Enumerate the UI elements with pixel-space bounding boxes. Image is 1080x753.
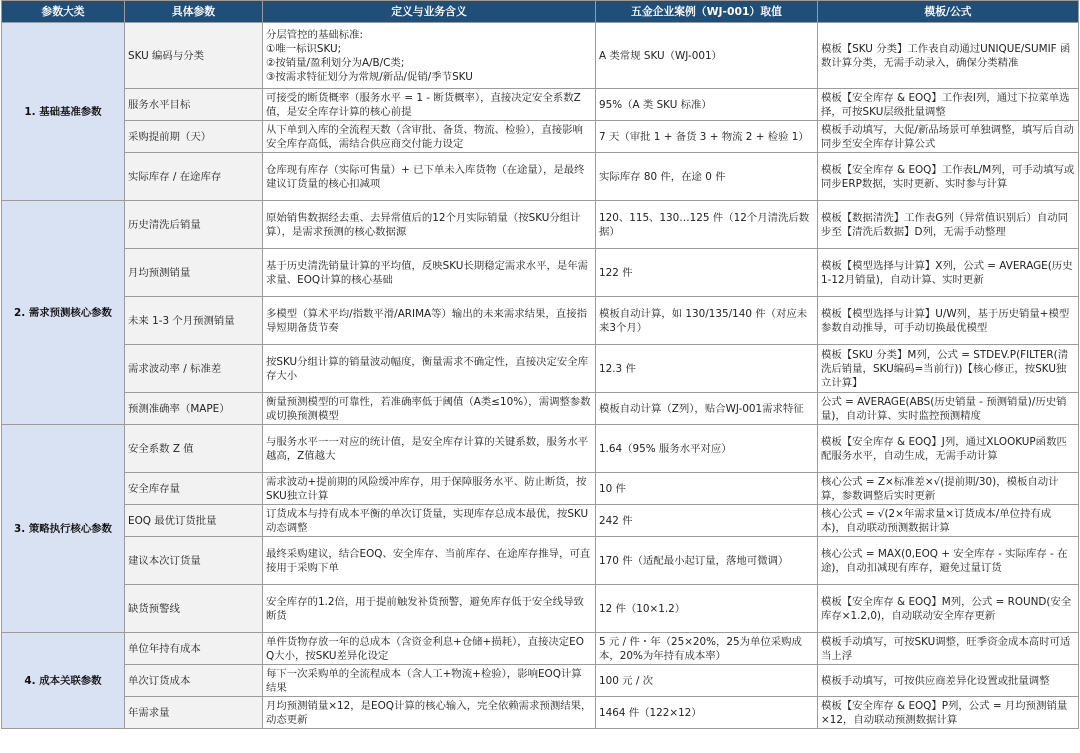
case-value-cell: 12 件（10×1.2）: [596, 585, 818, 633]
header-category: 参数大类: [2, 1, 125, 23]
case-value-cell: 实际库存 80 件，在途 0 件: [596, 153, 818, 201]
definition-line: ③按需求特征划分为常规/新品/促销/季节SKU: [266, 70, 473, 83]
parameter-cell: 安全系数 Z 值: [125, 425, 263, 473]
table-header-row: [2, 1, 1079, 23]
parameter-cell: 年需求量: [125, 697, 263, 729]
formula-cell: 模板【安全库存 & EOQ】工作表L/M列，可手动填写或同步ERP数据，实时更新、实时参与计算: [818, 153, 1079, 201]
definition-cell: 基于历史清洗销量计算的平均值，反映SKU长期稳定需求水平，是年需求量、EOQ计算的核心基础: [263, 249, 596, 297]
category-cell: 4. 成本关联参数: [2, 633, 125, 729]
formula-cell: 模板【模型选择与计算】U/W列，基于历史销量+模型参数自动推导，可手动切换最优模型: [818, 297, 1079, 345]
category-cell: 2. 需求预测核心参数: [2, 201, 125, 425]
parameter-cell: 历史清洗后销量: [125, 201, 263, 249]
parameter-cell: 安全库存量: [125, 473, 263, 505]
case-value-cell: 7 天（审批 1 + 备货 3 + 物流 2 + 检验 1）: [596, 121, 818, 153]
formula-cell: 模板手动填写，大促/新品场景可单独调整，填写后自动同步至安全库存计算公式: [818, 121, 1079, 153]
table-row: [2, 89, 1079, 121]
parameter-cell: 实际库存 / 在途库存: [125, 153, 263, 201]
case-value-cell: 1464 件（122×12）: [596, 697, 818, 729]
parameter-cell: 缺货预警线: [125, 585, 263, 633]
case-value-cell: 1.64（95% 服务水平对应）: [596, 425, 818, 473]
parameter-cell: 单位年持有成本: [125, 633, 263, 665]
case-value-cell: A 类常规 SKU（WJ-001）: [596, 23, 818, 89]
case-value-cell: 模板自动计算，如 130/135/140 件（对应未来3个月）: [596, 297, 818, 345]
table-row: [2, 697, 1079, 729]
case-value-cell: 120、115、130…125 件（12个月清洗后数据）: [596, 201, 818, 249]
definition-cell: 衡量预测模型的可靠性，若准确率低于阈值（A类≤10%），需调整参数或切换预测模型: [263, 393, 596, 425]
table-row: [2, 297, 1079, 345]
formula-cell: 公式 = AVERAGE(ABS(历史销量 - 预测销量)/历史销量)，自动计算、实时监控预测精度: [818, 393, 1079, 425]
table-row: [2, 23, 1079, 89]
category-cell: 3. 策略执行核心参数: [2, 425, 125, 633]
case-value-cell: 122 件: [596, 249, 818, 297]
parameter-cell: 单次订货成本: [125, 665, 263, 697]
case-value-cell: 100 元 / 次: [596, 665, 818, 697]
table-row: [2, 633, 1079, 665]
parameter-cell: 建议本次订货量: [125, 537, 263, 585]
case-value-cell: 170 件（适配最小起订量，落地可微调）: [596, 537, 818, 585]
parameter-table: [1, 0, 1079, 729]
formula-cell: 模板【安全库存 & EOQ】P列，公式 = 月均预测销量×12，自动联动预测数据计算: [818, 697, 1079, 729]
formula-cell: 核心公式 = Z×标准差×√(提前期/30)，模板自动计算，参数调整后实时更新: [818, 473, 1079, 505]
definition-cell: 可接受的断货概率（服务水平 = 1 - 断货概率），直接决定安全系数Z值，是安全库存计算的核心前提: [263, 89, 596, 121]
parameter-cell: 预测准确率（MAPE）: [125, 393, 263, 425]
header-definition: 定义与业务含义: [263, 1, 596, 23]
table-row: [2, 393, 1079, 425]
case-value-cell: 12.3 件: [596, 345, 818, 393]
parameter-cell: 未来 1-3 个月预测销量: [125, 297, 263, 345]
formula-cell: 模板手动填写，可按SKU调整，旺季资金成本高时可适当上浮: [818, 633, 1079, 665]
definition-line: ②按销量/盈利划分为A/B/C类;: [266, 56, 405, 69]
category-cell: 1. 基础基准参数: [2, 23, 125, 201]
formula-cell: 模板【安全库存 & EOQ】M列，公式 = ROUND(安全库存×1.2,0)，自动联动安全库存更新: [818, 585, 1079, 633]
formula-cell: 模板【SKU 分类】工作表自动通过UNIQUE/SUMIF 函数计算分类，无需手动录入，确保分类精准: [818, 23, 1079, 89]
table-row: [2, 425, 1079, 473]
definition-cell: 多模型（算术平均/指数平滑/ARIMA等）输出的未来需求结果，直接指导短期备货节奏: [263, 297, 596, 345]
definition-cell: 按SKU分组计算的销量波动幅度，衡量需求不确定性，直接决定安全库存大小: [263, 345, 596, 393]
definition-cell: 单件货物存放一年的总成本（含资金利息+仓储+损耗），直接决定EOQ大小，按SKU差异化设定: [263, 633, 596, 665]
table-row: [2, 505, 1079, 537]
definition-cell: 仓库现有库存（实际可售量）+ 已下单未入库货物（在途量），是最终建议订货量的核心扣减项: [263, 153, 596, 201]
definition-cell: 与服务水平一一对应的统计值，是安全库存计算的关键系数，服务水平越高，Z值越大: [263, 425, 596, 473]
table-row: [2, 537, 1079, 585]
formula-cell: 模板手动填写，可按供应商差异化设置或批量调整: [818, 665, 1079, 697]
table-row: [2, 121, 1079, 153]
definition-cell: 最终采购建议，结合EOQ、安全库存、当前库存、在途库存推导，可直接用于采购下单: [263, 537, 596, 585]
parameter-cell: EOQ 最优订货批量: [125, 505, 263, 537]
table-row: [2, 153, 1079, 201]
parameter-cell: 月均预测销量: [125, 249, 263, 297]
formula-cell: 核心公式 = MAX(0,EOQ + 安全库存 - 实际库存 - 在途)，自动扣减现有库存，避免过量订货: [818, 537, 1079, 585]
formula-cell: 模板【安全库存 & EOQ】工作表I列，通过下拉菜单选择，可按SKU层级批量调整: [818, 89, 1079, 121]
parameter-cell: SKU 编码与分类: [125, 23, 263, 89]
definition-cell: [263, 23, 596, 89]
formula-cell: 模板【SKU 分类】M列，公式 = STDEV.P(FILTER(清洗后销量，SKU编码=当前行))【核心修正，按SKU独立计算】: [818, 345, 1079, 393]
table-row: [2, 345, 1079, 393]
case-value-cell: 10 件: [596, 473, 818, 505]
definition-cell: 月均预测销量×12，是EOQ计算的核心输入，完全依赖需求预测结果，动态更新: [263, 697, 596, 729]
definition-cell: 订货成本与持有成本平衡的单次订货量，实现库存总成本最优，按SKU动态调整: [263, 505, 596, 537]
definition-cell: 需求波动+提前期的风险缓冲库存，用于保障服务水平、防止断货，按SKU独立计算: [263, 473, 596, 505]
formula-cell: 模板【安全库存 & EOQ】J列，通过XLOOKUP函数匹配服务水平，自动生成，无需手动计算: [818, 425, 1079, 473]
parameter-cell: 采购提前期（天）: [125, 121, 263, 153]
table-row: [2, 473, 1079, 505]
parameter-cell: 需求波动率 / 标准差: [125, 345, 263, 393]
case-value-cell: 模板自动计算（Z列），贴合WJ-001需求特征: [596, 393, 818, 425]
definition-cell: 从下单到入库的全流程天数（含审批、备货、物流、检验），直接影响安全库存高低，需结合供应商交付能力设定: [263, 121, 596, 153]
table-row: [2, 665, 1079, 697]
header-formula: 模板/公式: [818, 1, 1079, 23]
case-value-cell: 95%（A 类 SKU 标准）: [596, 89, 818, 121]
formula-cell: 模板【数据清洗】工作表G列（异常值识别后）自动同步至【清洗后数据】D列，无需手动整理: [818, 201, 1079, 249]
table-row: [2, 201, 1079, 249]
header-parameter: 具体参数: [125, 1, 263, 23]
formula-cell: 核心公式 = √(2×年需求量×订货成本/单位持有成本)，自动联动预测数据计算: [818, 505, 1079, 537]
definition-line: 分层管控的基础标准:: [266, 28, 364, 41]
header-case-value: 五金企业案例（WJ-001）取值: [596, 1, 818, 23]
table-row: [2, 249, 1079, 297]
table-row: [2, 585, 1079, 633]
definition-cell: 原始销售数据经去重、去异常值后的12个月实际销量（按SKU分组计算），是需求预测的核心数据源: [263, 201, 596, 249]
formula-cell: 模板【模型选择与计算】X列，公式 = AVERAGE(历史1-12月销量)，自动计算、实时更新: [818, 249, 1079, 297]
definition-line: ①唯一标识SKU;: [266, 42, 342, 55]
case-value-cell: 5 元 / 件・年（25×20%，25为单位采购成本，20%为年持有成本率）: [596, 633, 818, 665]
definition-cell: 每下一次采购单的全流程成本（含人工+物流+检验），影响EOQ计算结果: [263, 665, 596, 697]
case-value-cell: 242 件: [596, 505, 818, 537]
parameter-cell: 服务水平目标: [125, 89, 263, 121]
definition-cell: 安全库存的1.2倍，用于提前触发补货预警，避免库存低于安全线导致断货: [263, 585, 596, 633]
